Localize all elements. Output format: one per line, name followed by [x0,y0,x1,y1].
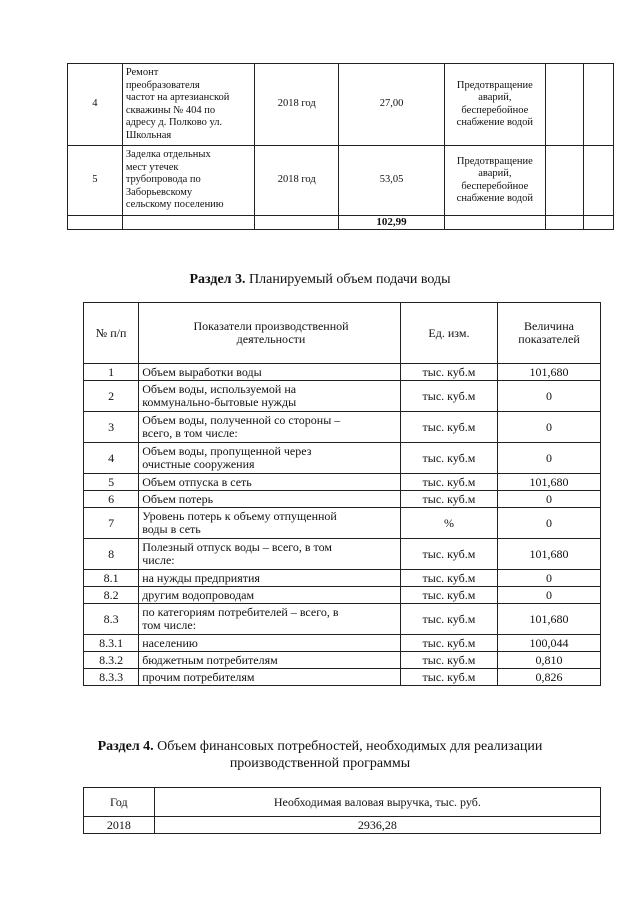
empty-cell [545,146,583,216]
row-value: 0 [498,508,601,539]
empty-cell [68,216,123,230]
section3-title [0,271,640,288]
measure-year: 2018 год [255,146,339,216]
row-unit: тыс. куб.м [400,635,497,652]
section3-label: Раздел 3. [189,272,246,287]
row-unit: тыс. куб.м [400,491,497,508]
total-row [68,216,614,230]
row-value: 0 [498,491,601,508]
row-num: 8 [84,539,139,570]
measure-sum: 53,05 [338,146,444,216]
row-unit: тыс. куб.м [400,412,497,443]
row-year: 2018 [84,817,155,834]
row-unit: тыс. куб.м [400,443,497,474]
row-unit: тыс. куб.м [400,364,497,381]
row-revenue: 2936,28 [154,817,600,834]
row-unit: тыс. куб.м [400,539,497,570]
header-value: Величина показателей [498,303,601,364]
row-value: 100,044 [498,635,601,652]
header-indicator: Показатели производственной деятельности [139,303,401,364]
row-num: 8.3 [84,604,139,635]
empty-cell [255,216,339,230]
row-value: 101,680 [498,604,601,635]
table-header-row [84,788,601,817]
row-unit: тыс. куб.м [400,652,497,669]
header-num: № п/п [84,303,139,364]
row-value: 0 [498,570,601,587]
table-row [84,491,601,508]
row-indicator: Объем потерь [139,491,401,508]
empty-cell [583,216,613,230]
header-year: Год [84,788,155,817]
row-num: 3 [84,412,139,443]
measures-table [67,63,614,230]
row-value: 0 [498,381,601,412]
row-indicator: Объем воды, пропущенной через очистные сооружения [139,443,401,474]
row-indicator: Объем выработки воды [139,364,401,381]
row-num: 8.3.3 [84,669,139,686]
section4-label: Раздел 4. [97,739,154,754]
row-value: 0 [498,443,601,474]
table-row [84,817,601,834]
row-unit: тыс. куб.м [400,381,497,412]
table-row [68,146,614,216]
row-unit: тыс. куб.м [400,587,497,604]
measure-effect: Предотвращение аварий, бесперебойное снабжение водой [445,146,545,216]
table-row [84,381,601,412]
row-indicator: прочим потребителям [139,669,401,686]
row-num: 7 [84,508,139,539]
row-num: 8.3.1 [84,635,139,652]
row-num: 8.1 [84,570,139,587]
table-row [84,412,601,443]
row-indicator: Уровень потерь к объему отпущенной воды в сеть [139,508,401,539]
table-row [84,587,601,604]
section4-title-line2: производственной программы [229,756,411,771]
table-row [84,539,601,570]
row-indicator: населению [139,635,401,652]
row-unit: % [400,508,497,539]
measure-effect: Предотвращение аварий, бесперебойное снабжение водой [445,64,545,146]
row-indicator: другим водопроводам [139,587,401,604]
empty-cell [583,146,613,216]
row-indicator: на нужды предприятия [139,570,401,587]
header-revenue: Необходимая валовая выручка, тыс. руб. [154,788,600,817]
row-value: 101,680 [498,364,601,381]
row-value: 0,810 [498,652,601,669]
section4-title-line1: Объем финансовых потребностей, необходимых для реализации [153,739,543,754]
empty-cell [445,216,545,230]
row-num: 5 [84,474,139,491]
empty-cell [545,64,583,146]
table-row [84,652,601,669]
row-num: 2 [84,381,139,412]
measure-num: 4 [68,64,123,146]
measures-total: 102,99 [338,216,444,230]
section3-title-text: Планируемый объем подачи воды [245,272,451,287]
table-row [84,669,601,686]
empty-cell [545,216,583,230]
section4-title [0,738,640,772]
row-indicator: по категориям потребителей – всего, в том числе: [139,604,401,635]
table-row [84,635,601,652]
row-indicator: Объем воды, используемой на коммунально-бытовые нужды [139,381,401,412]
measure-year: 2018 год [255,64,339,146]
measure-num: 5 [68,146,123,216]
row-indicator: Полезный отпуск воды – всего, в том числе: [139,539,401,570]
table-row [84,508,601,539]
row-num: 8.2 [84,587,139,604]
row-value: 0,826 [498,669,601,686]
row-num: 6 [84,491,139,508]
row-unit: тыс. куб.м [400,474,497,491]
measure-desc: Заделка отдельных мест утечек трубопровода по Заборьевскому сельскому поселению [122,146,255,216]
water-supply-table [83,302,601,686]
row-unit: тыс. куб.м [400,604,497,635]
measure-sum: 27,00 [338,64,444,146]
row-num: 8.3.2 [84,652,139,669]
header-unit: Ед. изм. [400,303,497,364]
financial-table [83,787,601,834]
row-num: 4 [84,443,139,474]
row-value: 0 [498,587,601,604]
row-value: 101,680 [498,474,601,491]
row-indicator: бюджетным потребителям [139,652,401,669]
row-unit: тыс. куб.м [400,570,497,587]
table-row [84,570,601,587]
empty-cell [583,64,613,146]
table-header-row [84,303,601,364]
table-row [84,604,601,635]
row-indicator: Объем отпуска в сеть [139,474,401,491]
measure-desc: Ремонт преобразователя частот на артезианской скважины № 404 по адресу д. Полково ул. Школьная [122,64,255,146]
row-unit: тыс. куб.м [400,669,497,686]
table-row [84,443,601,474]
table-row [68,64,614,146]
empty-cell [122,216,255,230]
table-row [84,364,601,381]
row-value: 0 [498,412,601,443]
row-value: 101,680 [498,539,601,570]
table-row [84,474,601,491]
row-indicator: Объем воды, полученной со стороны – всего, в том числе: [139,412,401,443]
row-num: 1 [84,364,139,381]
